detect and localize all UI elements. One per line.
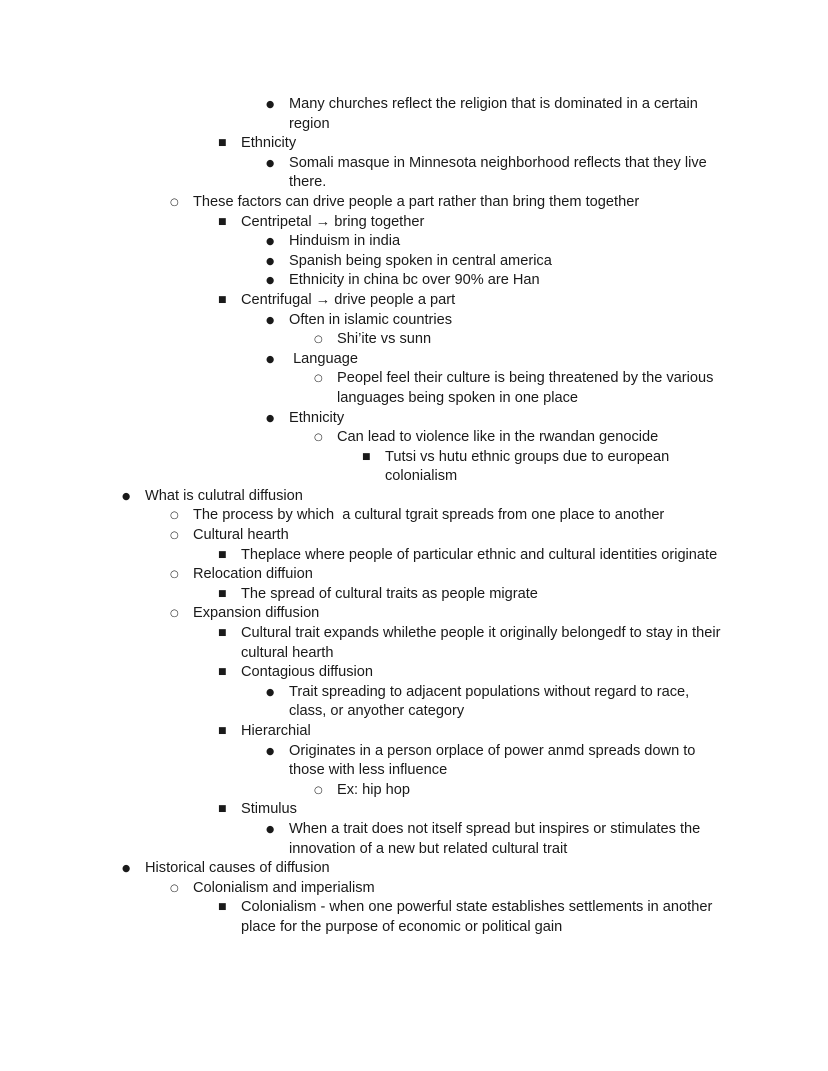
bullet-circle-icon: ○ xyxy=(314,432,323,444)
list-item-text: Somali masque in Minnesota neighborhood reflects that they live there. xyxy=(289,154,711,191)
list-item-text: Ethnicity xyxy=(241,135,297,152)
list-item-text: The process by which a cultural tgrait spreads from one place to another xyxy=(193,507,665,524)
list-item-text: Language xyxy=(289,350,358,367)
list-item-text: Shi’ite vs sunn xyxy=(337,331,432,348)
list-item-text: Stimulus xyxy=(241,801,297,818)
list-item-text: Historical causes of diffusion xyxy=(145,860,330,877)
list-item-text: When a trait does not itself spread but inspires or stimulates the innovation of a new but related cultural trait xyxy=(289,820,705,857)
list-item xyxy=(266,820,726,859)
list-item-text: These factors can drive people a part rather than bring them together xyxy=(193,193,640,210)
list-item-text: Ethnicity xyxy=(289,409,345,426)
list-item-text: Ethnicity in china bc over 90% are Han xyxy=(289,272,540,289)
bullet-circle-icon: ○ xyxy=(314,373,323,385)
bullet-disc-icon: ● xyxy=(122,490,131,502)
list-item xyxy=(314,428,726,448)
list-item-text: Colonialism and imperialism xyxy=(193,879,375,896)
list-item xyxy=(266,683,726,722)
list-item xyxy=(122,487,726,507)
bullet-square-icon: ■ xyxy=(218,667,227,678)
bullet-square-icon: ■ xyxy=(218,902,227,913)
bullet-square-icon: ■ xyxy=(218,588,227,599)
list-item xyxy=(266,95,726,134)
list-item xyxy=(266,311,726,331)
list-item xyxy=(122,859,726,879)
list-item xyxy=(266,271,726,291)
bullet-circle-icon: ○ xyxy=(170,530,179,542)
bullet-disc-icon: ● xyxy=(266,353,275,365)
bullet-square-icon: ■ xyxy=(218,628,227,639)
bullet-disc-icon: ● xyxy=(122,863,131,875)
bullet-disc-icon: ● xyxy=(266,823,275,835)
list-item xyxy=(218,624,726,663)
list-item-text: Ex: hip hop xyxy=(337,781,411,798)
list-item xyxy=(170,506,726,526)
list-item xyxy=(170,604,726,624)
list-item-text: Cultural hearth xyxy=(193,527,289,544)
list-item-text: Cultural trait expands whilethe people it originally belongedf to stay in their cultural hearth xyxy=(241,625,725,661)
bullet-disc-icon: ● xyxy=(266,236,275,248)
bullet-circle-icon: ○ xyxy=(170,196,179,208)
bulleted-list xyxy=(122,95,726,938)
list-item xyxy=(218,213,726,233)
list-item-text: Centrifugal → drive people a part xyxy=(241,291,456,308)
bullet-square-icon: ■ xyxy=(218,216,227,227)
list-item-text: What is culutral diffusion xyxy=(145,487,303,504)
list-item-text: Relocation diffuion xyxy=(193,566,313,583)
list-item-text: Many churches reflect the religion that is dominated in a certain region xyxy=(289,96,702,132)
list-item xyxy=(218,800,726,820)
list-item-text: Hinduism in india xyxy=(289,233,401,250)
bullet-disc-icon: ● xyxy=(266,314,275,326)
list-item-text: Peopel feel their culture is being threatened by the various languages being spoken in one place xyxy=(337,370,718,406)
list-item-text: Expansion diffusion xyxy=(193,605,320,622)
bullet-disc-icon: ● xyxy=(266,275,275,287)
list-item xyxy=(314,369,726,408)
bullet-disc-icon: ● xyxy=(266,255,275,267)
list-item xyxy=(362,448,726,487)
list-item-text: The spread of cultural traits as people migrate xyxy=(241,585,538,602)
bullet-circle-icon: ○ xyxy=(170,608,179,620)
list-item xyxy=(314,330,726,350)
list-item xyxy=(170,879,726,899)
list-item xyxy=(170,526,726,546)
list-item xyxy=(218,585,726,605)
list-item xyxy=(266,154,726,193)
bullet-disc-icon: ● xyxy=(266,745,275,757)
bullet-disc-icon: ● xyxy=(266,686,275,698)
list-item-text: Trait spreading to adjacent populations without regard to race, class, or anyother category xyxy=(289,683,694,720)
bullet-circle-icon: ○ xyxy=(170,569,179,581)
bullet-circle-icon: ○ xyxy=(170,510,179,522)
list-item xyxy=(314,781,726,801)
list-item-text: Can lead to violence like in the rwandan genocide xyxy=(337,429,659,446)
bullet-square-icon: ■ xyxy=(218,726,227,736)
list-item-text: Spanish being spoken in central america xyxy=(289,252,552,269)
bullet-disc-icon: ● xyxy=(266,157,275,169)
list-item-text: Tutsi vs hutu ethnic groups due to european colonialism xyxy=(385,448,674,485)
bullet-circle-icon: ○ xyxy=(314,334,323,346)
list-item xyxy=(266,350,726,370)
list-item xyxy=(266,252,726,272)
list-item-text: Contagious diffusion xyxy=(241,664,373,681)
list-item xyxy=(218,898,726,937)
list-item-text: Often in islamic countries xyxy=(289,311,453,328)
bullet-circle-icon: ○ xyxy=(314,784,323,796)
list-item xyxy=(266,742,726,781)
list-item xyxy=(170,193,726,213)
bullet-square-icon: ■ xyxy=(218,804,227,815)
list-item xyxy=(170,565,726,585)
list-item xyxy=(218,663,726,683)
list-item xyxy=(266,232,726,252)
bullet-disc-icon: ● xyxy=(266,412,275,424)
bullet-square-icon: ■ xyxy=(362,451,371,462)
list-item-text: Hierarchial xyxy=(241,723,311,739)
bullet-square-icon: ■ xyxy=(218,294,227,305)
list-item xyxy=(266,409,726,429)
list-item-text: Colonialism - when one powerful state establishes settlements in another place for the purpose of economic or political gain xyxy=(241,899,717,935)
list-item xyxy=(218,546,726,566)
bullet-disc-icon: ● xyxy=(266,99,275,110)
list-item-text: Theplace where people of particular ethnic and cultural identities originate xyxy=(241,546,718,563)
list-item xyxy=(218,722,726,742)
list-item xyxy=(218,291,726,311)
list-item-text: Centripetal → bring together xyxy=(241,213,425,230)
bullet-square-icon: ■ xyxy=(218,549,227,560)
list-item-text: Originates in a person orplace of power anmd spreads down to those with less influence xyxy=(289,742,700,779)
bullet-circle-icon: ○ xyxy=(170,882,179,894)
bullet-square-icon: ■ xyxy=(218,138,227,149)
list-item xyxy=(218,134,726,154)
